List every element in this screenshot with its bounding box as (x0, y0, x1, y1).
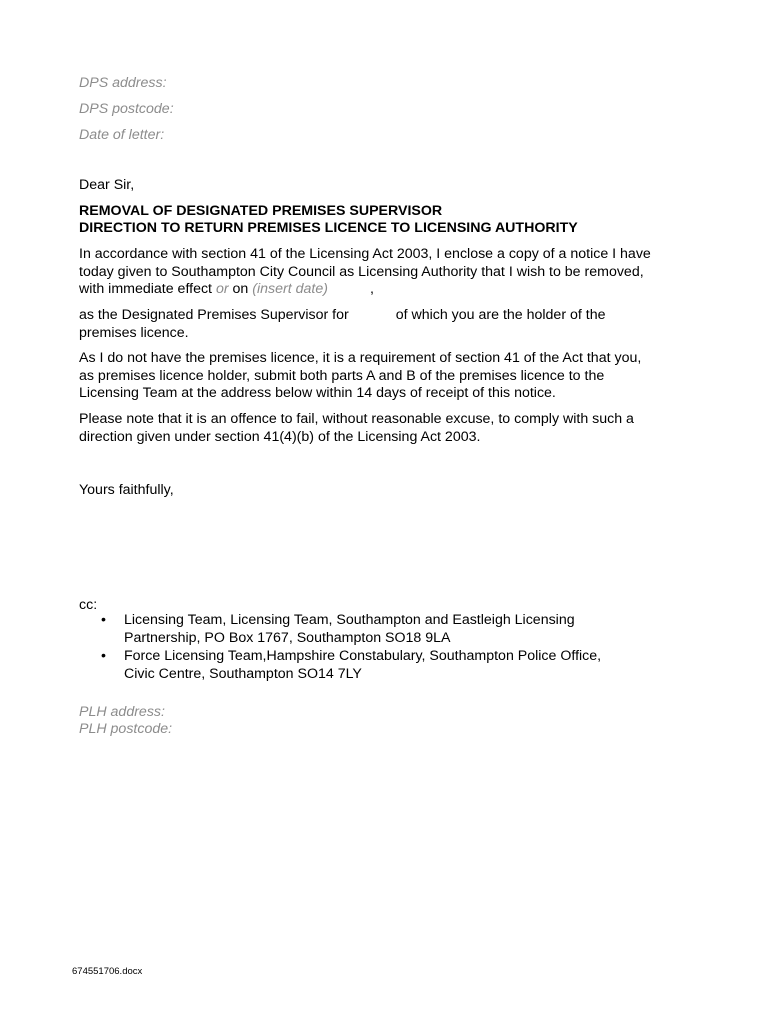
cc-list (79, 612, 699, 684)
or-placeholder: or (215, 281, 229, 297)
paragraph-line: as premises licence holder, submit both parts A and B of the premises licence to the (79, 367, 605, 384)
list-item (79, 648, 699, 683)
paragraph-line: Please note that it is an offence to fail, without reasonable excuse, to comply with such a (79, 411, 634, 427)
paragraph-line: direction given under section 41(4)(b) of the Licensing Act 2003. (79, 428, 481, 445)
on-text: on (228, 281, 253, 297)
footer-filename: 674551706.docx (72, 966, 143, 977)
paragraph-dps (79, 307, 699, 342)
paragraph-notice (79, 246, 699, 299)
cc-label: cc: (79, 597, 98, 613)
date-of-letter-label: Date of letter: (79, 127, 165, 143)
paragraph-line (79, 307, 699, 325)
paragraph-line: today given to Southampton City Council as Licensing Authority that I wish to be removed, (79, 263, 644, 280)
heading-line-2: DIRECTION TO RETURN PREMISES LICENCE TO LICENSING AUTHORITY (79, 220, 578, 236)
list-item-line: Partnership, PO Box 1767, Southampton SO18 9LA (124, 629, 451, 646)
holder-text: of which you are the holder of the (395, 307, 606, 323)
list-item-line: Civic Centre, Southampton SO14 7LY (124, 665, 362, 682)
dps-address-label: DPS address: (79, 75, 167, 91)
comma-text: , (369, 281, 374, 297)
dps-for-text: as the Designated Premises Supervisor for (79, 307, 349, 323)
salutation: Dear Sir, (79, 177, 135, 193)
list-item-line: Licensing Team, Licensing Team, Southampton and Eastleigh Licensing (124, 612, 575, 628)
paragraph-requirement (79, 350, 699, 403)
list-item-line: Force Licensing Team,Hampshire Constabulary, Southampton Police Office, (124, 648, 602, 664)
insert-date-placeholder: (insert date) (252, 281, 328, 297)
bullet-icon: • (101, 612, 106, 628)
heading-line-1: REMOVAL OF DESIGNATED PREMISES SUPERVISOR (79, 203, 443, 219)
paragraph-line (79, 281, 699, 299)
paragraph-offence (79, 411, 699, 446)
paragraph-line: premises licence. (79, 324, 189, 341)
paragraph-line: As I do not have the premises licence, it is a requirement of section 41 of the Act that you, (79, 350, 642, 366)
paragraph-line: Licensing Team at the address below within 14 days of receipt of this notice. (79, 385, 556, 401)
effect-text: with immediate effect (79, 281, 216, 297)
bullet-icon: • (101, 648, 106, 664)
dps-postcode-label: DPS postcode: (79, 101, 174, 117)
plh-postcode-label: PLH postcode: (79, 721, 173, 737)
paragraph-line: In accordance with section 41 of the Licensing Act 2003, I enclose a copy of a notice I have (79, 246, 651, 262)
closing: Yours faithfully, (79, 482, 174, 498)
plh-address-label: PLH address: (79, 704, 165, 720)
list-item (79, 612, 699, 647)
